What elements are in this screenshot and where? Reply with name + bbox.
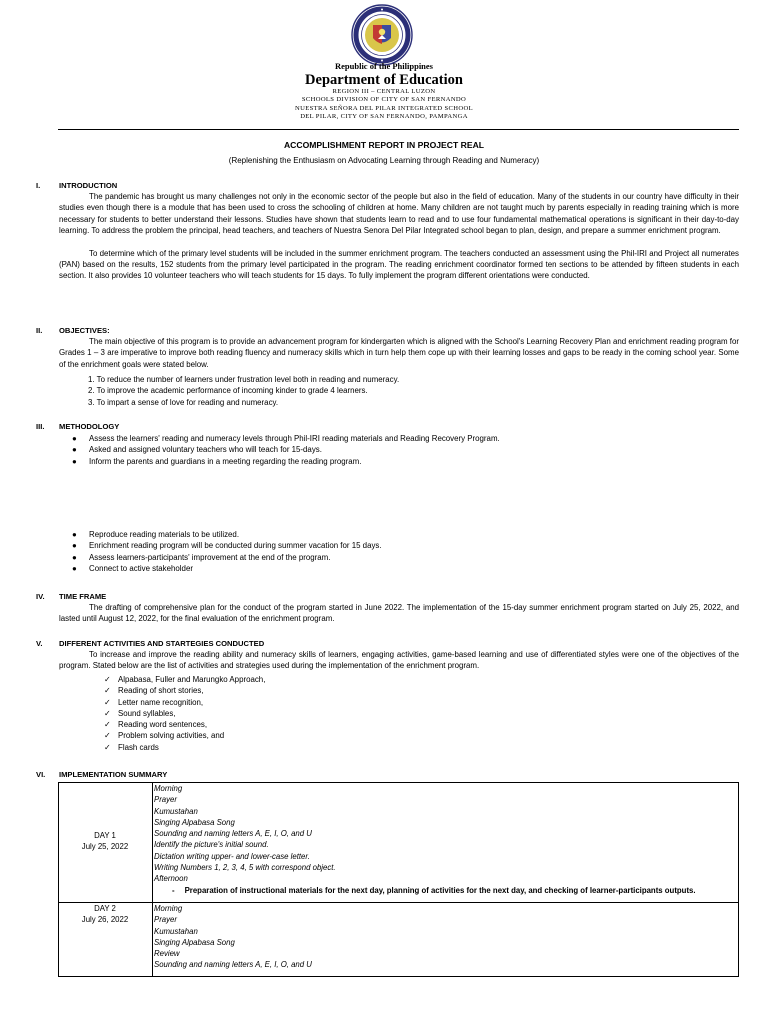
check-icon: ✓ [104, 731, 111, 741]
objectives-paragraph [59, 336, 739, 370]
activity-line: Morning [154, 904, 183, 913]
section-heading-introduction: INTRODUCTION [59, 181, 118, 190]
list-item: ● Connect to active stakeholder [72, 563, 193, 573]
header-line: REGION III – CENTRAL LUZON [332, 88, 436, 95]
section-number: V. [36, 639, 43, 648]
bullet-icon: ● [72, 434, 77, 443]
note-dash: - [172, 885, 175, 895]
afternoon-note [154, 885, 696, 896]
section-heading-objectives: OBJECTIVES: [59, 326, 110, 335]
activity-line: Morning [154, 784, 183, 793]
bullet-icon: ● [72, 552, 77, 562]
section-heading-activities: DIFFERENT ACTIVITIES AND STARTEGIES CONDUCTED [59, 639, 265, 648]
check-icon: ✓ [104, 697, 111, 707]
list-item: 3. To impart a sense of love for reading and numeracy. [88, 397, 279, 407]
list-item: ● Inform the parents and guardians in a meeting regarding the reading program. [72, 456, 362, 466]
objectives-list [88, 374, 399, 408]
section-heading-time-frame: TIME FRAME [59, 592, 107, 601]
activities-paragraph-1: To increase and improve the reading ability and numeracy skills of learners, engaging activities, game-based learning and use of differentiated styles were one of the objectives of the program. Stated below are the list of activities and strategies used during the implementation of the enrichment program. [59, 650, 739, 671]
activity-line: Sounding and naming letters A, E, I, O, and U [154, 960, 312, 970]
header-republic: Republic of the Philippines [334, 61, 433, 71]
check-icon: ✓ [104, 720, 111, 730]
list-item: 1. To reduce the number of learners under frustration level both in reading and numeracy. [88, 375, 400, 384]
list-item: ● Enrichment reading program will be conducted during summer vacation for 15 days. [72, 541, 382, 551]
activity-line: Kumustahan [154, 806, 198, 816]
list-item: ✓ Letter name recognition, [104, 697, 204, 707]
day-label: DAY 1 [94, 831, 116, 840]
header-department: Department of Education [305, 72, 463, 88]
bullet-icon: ● [72, 541, 77, 551]
bullet-icon: ● [72, 456, 77, 466]
activity-line: Writing Numbers 1, 2, 3, 4, 5 with correspond object. [154, 863, 336, 873]
activities-checklist [104, 674, 265, 753]
report-subtitle: (Replenishing the Enthusiasm on Advocating Learning through Reading and Numeracy) [228, 156, 540, 165]
table-cell-day [58, 903, 152, 926]
activities-paragraph [59, 649, 739, 672]
implementation-table [58, 782, 739, 977]
activity-line: Identify the picture's initial sound. [154, 840, 269, 850]
activity-line: Singing Alpabasa Song [154, 817, 235, 827]
activity-line: Sounding and naming letters A, E, I, O, and U [154, 829, 312, 839]
note-text: Preparation of instructional materials for the next day, planning of activities for the next day, and checking of learner-participants outputs. [184, 885, 696, 895]
header-divider [58, 129, 739, 130]
header-address-block [0, 88, 768, 122]
table-cell-activities [154, 903, 312, 971]
day-date: July 25, 2022 [81, 842, 129, 852]
intro-paragraph-1: The pandemic has brought us many challenges not only in the economic sector of the people but also in the field of education. Many of the students in our country have difficulty in their studies even though there is a module that has been used to cross the schooling of children at home. Many children are not taught much by parents especially in reading training which is more necessary for students to better understand their lessons. Studies have shown that students learn to read and to use four fundamental mathematical operations is significant in their day-to-day learning. To address the problem the principal, head teachers, and teachers of Nuestra Senora Del Pilar Integrated school began to plan, design, and prepare a summer enrichment program. [59, 192, 739, 235]
objectives-paragraph-1: The main objective of this program is to provide an advancement program for kindergarten which is aligned with the School's Learning Recovery Plan and enrichment reading program for Grades 1 – 3 are imperative to improve both reading fluency and numeracy skills which in turn help them cope up with their learning losses and gaps to be ready in the coming school year. Some of the enrichment goals were stated below. [59, 337, 739, 369]
check-icon: ✓ [104, 686, 111, 696]
activity-line: Afternoon [154, 874, 188, 884]
list-item: ● Assess the learners' reading and numeracy levels through Phil-IRI reading materials and Reading Recovery Program. [72, 434, 500, 443]
activity-line: Dictation writing upper- and lower-case letter. [154, 851, 310, 861]
list-item: ✓ Flash cards [104, 742, 159, 752]
activity-line: Prayer [154, 795, 177, 805]
list-item: ✓ Sound syllables, [104, 708, 176, 718]
list-item: ● Assess learners-participants' improvement at the end of the program. [72, 552, 331, 562]
check-icon: ✓ [104, 708, 111, 718]
header-line: SCHOOLS DIVISION OF CITY OF SAN FERNANDO [301, 96, 467, 104]
intro-paragraph-2: To determine which of the primary level students will be included in the summer enrichment program. The teachers conducted an assessment using the Phil-IRI and Project all numerates (PAN) based on the results, 152 students from the primary level participated in the program. The reading enrichment coordinator formed ten sections to be attended by fifteen students in each section. It also provides 10 volunteer teachers who will teach students for 15 days. To fully implement the program different orientations were conducted. [59, 248, 739, 281]
methodology-list-b [72, 529, 382, 574]
section-number: III. [36, 422, 45, 431]
section-number: IV. [36, 592, 45, 601]
table-cell-activities [154, 783, 696, 896]
activity-line: Review [154, 949, 180, 959]
intro-paragraphs [59, 191, 739, 282]
table-cell-day [58, 830, 152, 853]
timeframe-paragraph [59, 602, 739, 625]
list-item: ● Asked and assigned voluntary teachers who will teach for 15-days. [72, 445, 322, 455]
check-icon: ✓ [104, 675, 111, 684]
column-divider [152, 782, 153, 977]
activity-line: Kumustahan [154, 926, 198, 936]
list-item: ✓ Reading of short stories, [104, 686, 204, 696]
day-date: July 26, 2022 [81, 915, 129, 925]
bullet-icon: ● [72, 445, 77, 455]
report-title: ACCOMPLISHMENT REPORT IN PROJECT REAL [283, 140, 485, 150]
bullet-icon: ● [72, 563, 77, 573]
timeframe-paragraph-1: The drafting of comprehensive plan for the conduct of the program started in June 2022. The implementation of the 15-day summer enrichment program started on July 25, 2022, and lasted until August 12, 2022, for the final evaluation of the enrichment program. [59, 603, 739, 624]
section-number: VI. [36, 770, 46, 779]
section-heading-implementation-summary: IMPLEMENTATION SUMMARY [59, 770, 168, 779]
section-number: I. [36, 181, 41, 190]
header-line: DEL PILAR, CITY OF SAN FERNANDO, PAMPANGA [300, 113, 468, 121]
header-line: NUESTRA SEÑORA DEL PILAR INTEGRATED SCHOOL [294, 104, 474, 112]
activity-line: Singing Alpabasa Song [154, 937, 235, 947]
list-item: ✓ Alpabasa, Fuller and Marungko Approach, [104, 675, 266, 684]
list-item: ✓ Problem solving activities, and [104, 731, 225, 741]
bullet-icon: ● [72, 530, 77, 539]
list-item: 2. To improve the academic performance of incoming kinder to grade 4 learners. [88, 386, 368, 396]
methodology-list-a [72, 433, 500, 467]
deped-seal-icon [351, 4, 413, 66]
activity-line: Prayer [154, 915, 177, 925]
list-item: ● Reproduce reading materials to be utilized. [72, 530, 240, 539]
day-label: DAY 2 [94, 904, 116, 913]
section-heading-methodology: METHODOLOGY [59, 422, 120, 431]
check-icon: ✓ [104, 742, 111, 752]
section-number: II. [36, 326, 43, 335]
list-item: ✓ Reading word sentences, [104, 720, 208, 730]
